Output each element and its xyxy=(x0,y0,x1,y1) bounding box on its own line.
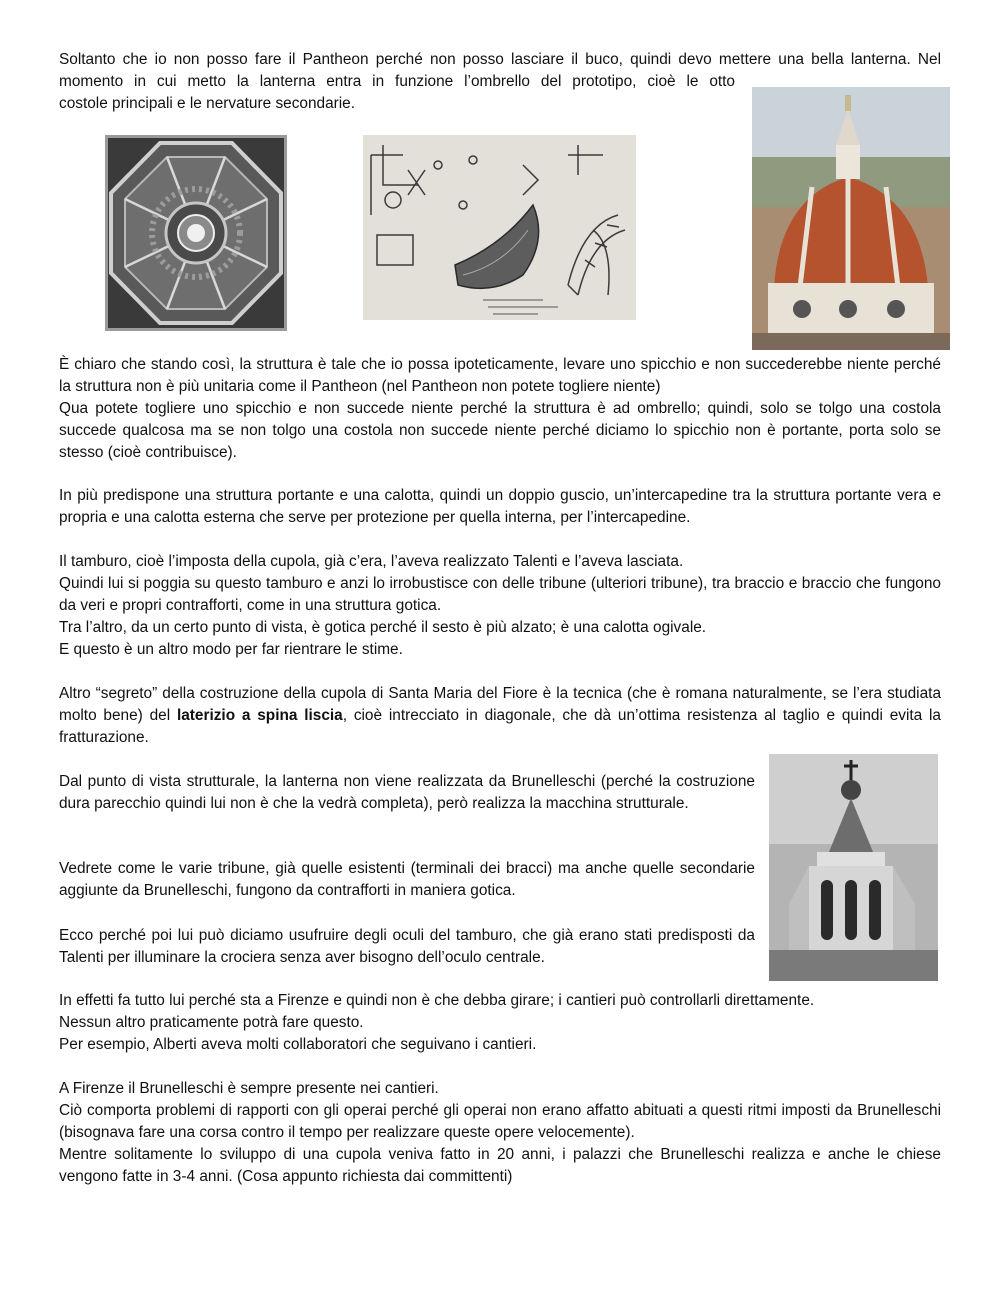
paragraph: Ciò comporta problemi di rapporti con gli operai perché gli operai non erano affatto abituati a questi ritmi imposti da Brunelleschi (bisognava fare una corsa contro il tempo per realizzare queste opere velocemente). xyxy=(59,1102,941,1141)
text-line: momento in cui metto la lanterna entra in funzione l’ombrello del prototipo, cioè le otto xyxy=(59,73,735,90)
paragraph: Tra l’altro, da un certo punto di vista, è gotica perché il sesto è più alzato; è una calotta ogivale. xyxy=(59,619,707,636)
brunelleschi-sketch xyxy=(363,135,636,320)
paragraph: Ecco perché poi lui può diciamo usufruire degli oculi del tamburo, che già erano stati predisposti da Talenti per illuminare la crociera senza aver bisogno dell’oculo centrale. xyxy=(59,927,755,966)
paragraph: In più predispone una struttura portante e una calotta, quindi un doppio guscio, un’intercapedine tra la struttura portante vera e propria e una calotta esterna che serve per protezione per quella interna, per l’intercapedine. xyxy=(59,487,941,526)
paragraph: In effetti fa tutto lui perché sta a Firenze e quindi non è che debba girare; i cantieri può controllarli direttamente. xyxy=(59,992,815,1009)
text-run: , cioè intrecciato in diagonale, che dà un’ottima resistenza al taglio e quindi evita la fratturazione. xyxy=(59,706,941,746)
paragraph: Il tamburo, cioè l’imposta della cupola, già c’era, l’aveva realizzato Talenti e l’aveva lasciata. xyxy=(59,553,684,570)
paragraph: Vedrete come le varie tribune, già quelle esistenti (terminali dei bracci) ma anche quelle secondarie aggiunte da Brunelleschi, fungono da contrafforti in maniera gotica. xyxy=(59,860,755,899)
paragraph: Nessun altro praticamente potrà fare questo. xyxy=(59,1014,364,1031)
paragraph: A Firenze il Brunelleschi è sempre presente nei cantieri. xyxy=(59,1080,439,1097)
paragraph: Mentre solitamente lo sviluppo di una cupola veniva fatto in 20 anni, i palazzi che Brunelleschi realizza e anche le chiese vengono fatte in 3-4 anni. (Cosa appunto richiesta dai committenti) xyxy=(59,1146,941,1185)
paragraph: Per esempio, Alberti aveva molti collaboratori che seguivano i cantieri. xyxy=(59,1036,537,1053)
text-run: Altro “segreto” della costruzione della cupola di Santa Maria del Fiore è la tecnica (che è romana naturalmente, se l’era studiata molto bene) del xyxy=(59,685,941,724)
text-line: costole principali e le nervature secondarie. xyxy=(59,95,356,112)
paragraph xyxy=(59,683,941,748)
dome-interior-photo xyxy=(105,135,287,331)
text-line: Soltanto che io non posso fare il Pantheon perché non posso lasciare il buco, quindi devo mettere una bella lanterna. Nel xyxy=(59,51,941,68)
paragraph: È chiaro che stando così, la struttura è tale che io possa ipoteticamente, levare uno spicchio e non succederebbe niente perché la struttura non è più unitaria come il Pantheon (nel Pantheon non potete togliere niente) xyxy=(59,356,941,395)
dome-exterior-photo xyxy=(752,87,950,350)
paragraph: Dal punto di vista strutturale, la lanterna non viene realizzata da Brunelleschi (perché la costruzione dura parecchio quindi lui non è che la vedrà completa), però realizza la macchina strutturale. xyxy=(59,773,755,812)
paragraph: Qua potete togliere uno spicchio e non succede niente perché la struttura è ad ombrello; quindi, solo se tolgo una costola succede qualcosa ma se non tolgo una costola non succede niente perché diciamo lo spicchio non è portante, porta solo se stesso (cioè contribuisce). xyxy=(59,400,941,461)
paragraph: Quindi lui si poggia su questo tamburo e anzi lo irrobustisce con delle tribune (ulteriori tribune), tra braccio e braccio che fungono da veri e propri contrafforti, come in una struttura gotica. xyxy=(59,575,941,614)
lantern-photo xyxy=(769,754,938,981)
paragraph: E questo è un altro modo per far rientrare le stime. xyxy=(59,641,403,658)
bold-term: laterizio a spina liscia xyxy=(176,706,343,724)
